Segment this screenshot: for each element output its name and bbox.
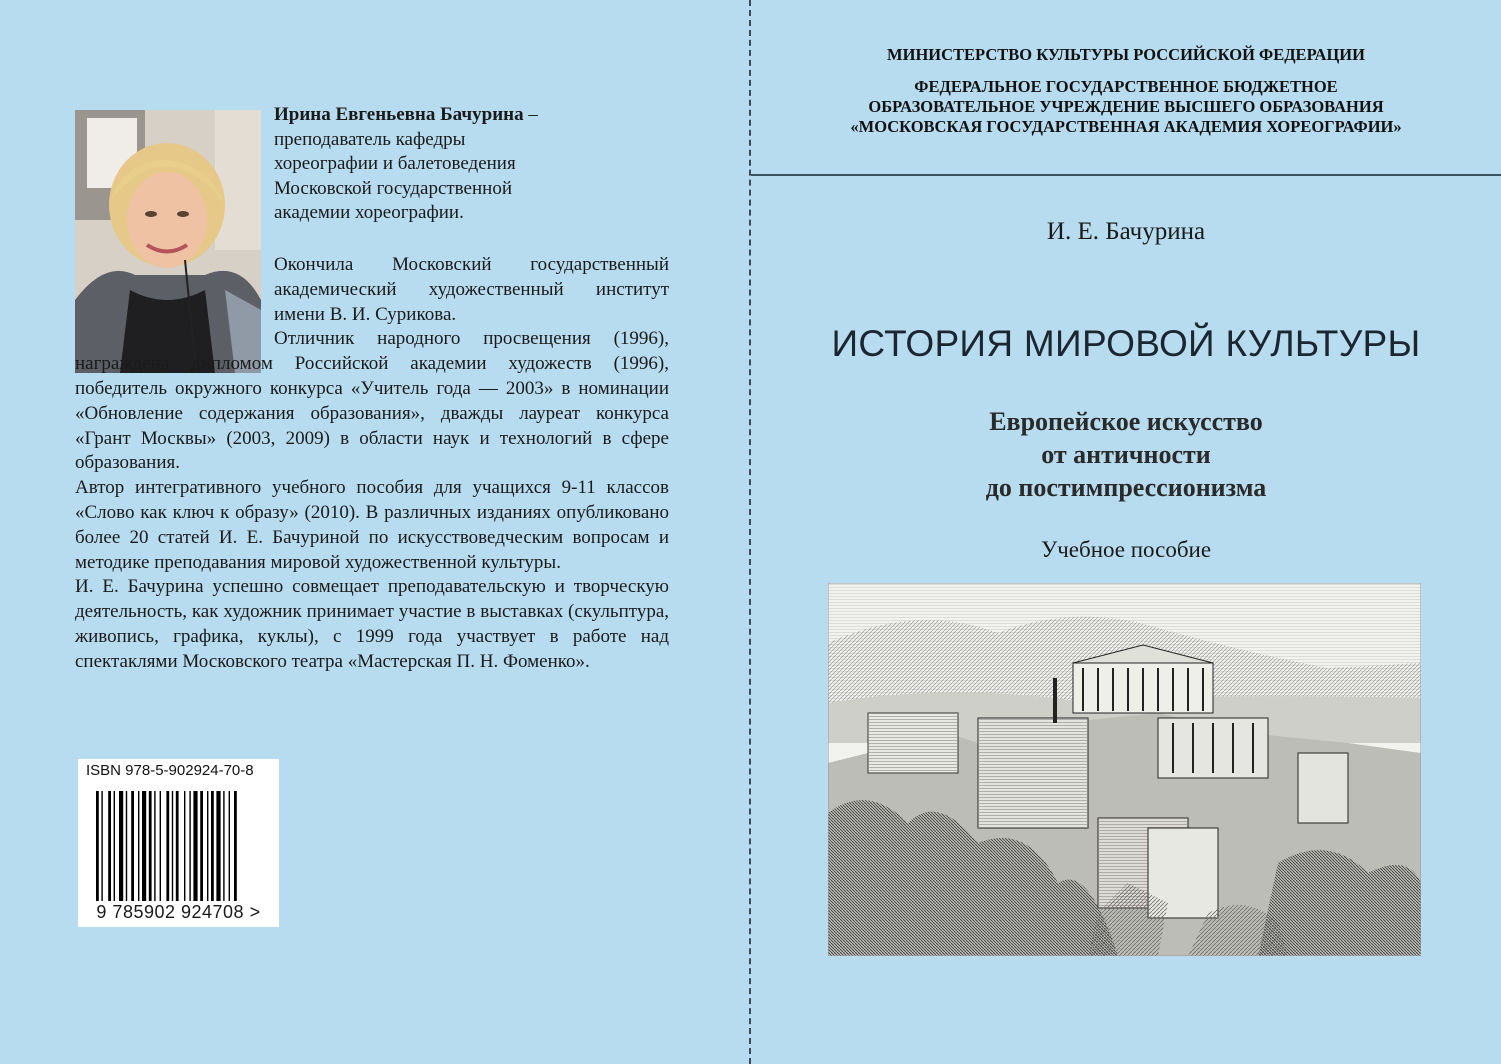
ministry-name: МИНИСТЕРСТВО КУЛЬТУРЫ РОССИЙСКОЙ ФЕДЕРАЦИИ [887, 45, 1365, 64]
back-cover [0, 0, 750, 1064]
bio-paragraph: И. Е. Бачурина успешно совмещает преподавательскую и творческую деятельность, как художник принимает участие в выставках (скульптура, живопись, графика, куклы), с 1999 года участвует в работе над спектаклями Московского театра «Мастерская П. Н. Фоменко». [75, 576, 669, 672]
author-full-name: Ирина Евгеньевна Бачурина [274, 104, 524, 125]
bio-paragraph: Автор интегративного учебного пособия для учащихся 9-11 классов «Слово как ключ к образу» (2010). В различных изданиях опубликовано более 20 статей И. Е. Бачуриной по искусствоведческим вопросам и методике преподавания мировой художественной культуры. [75, 477, 669, 573]
book-type: Учебное пособие [1040, 537, 1212, 562]
book-title: ИСТОРИЯ МИРОВОЙ КУЛЬТУРЫ [831, 323, 1421, 364]
bio-intro-line: хореографии и балетоведения [274, 153, 516, 174]
subtitle-line: от античности [1041, 440, 1211, 469]
bio-paragraph: Отличник народного просвещения (1996), награждена дипломом Российской академии художеств (1996), победитель окружного конкурса «Учитель года — 2003» в номинации «Обновление содержания образования», дважды лауреат конкурса «Грант Москвы» (2003, 2009) в области наук и технологий в сфере образования. [75, 328, 669, 474]
front-cover [751, 0, 1501, 1064]
isbn-barcode-box [78, 759, 279, 927]
institution-line: ФЕДЕРАЛЬНОЕ ГОСУДАРСТВЕННОЕ БЮДЖЕТНОЕ [914, 77, 1338, 96]
bio-intro [274, 103, 574, 226]
barcode-digits: 9 785902 924708 > [96, 902, 261, 922]
bio-intro-line: академии хореографии. [274, 202, 464, 223]
acropolis-illustration [828, 583, 1421, 956]
barcode-icon [96, 791, 264, 901]
isbn-label: ISBN 978-5-902924-70-8 [86, 762, 254, 779]
bio-body [75, 253, 669, 675]
institution-line: ОБРАЗОВАТЕЛЬНОЕ УЧРЕЖДЕНИЕ ВЫСШЕГО ОБРАЗОВАНИЯ [868, 97, 1384, 116]
bio-intro-line: преподаватель кафедры [274, 128, 466, 150]
book-subtitle [751, 405, 1501, 504]
book-author: И. Е. Бачурина [1046, 218, 1206, 245]
bio-paragraph: Окончила Московский государственный академический художественный институт имени В. И. Сурикова. [274, 254, 669, 325]
subtitle-line: Европейское искусство [989, 407, 1263, 436]
header-divider [751, 174, 1501, 176]
bio-intro-line: – [523, 104, 538, 125]
publisher-header [751, 45, 1501, 137]
institution-line: «МОСКОВСКАЯ ГОСУДАРСТВЕННАЯ АКАДЕМИЯ ХОРЕОГРАФИИ» [850, 117, 1402, 136]
bio-intro-line: Московской государственной [274, 177, 512, 199]
subtitle-line: до постимпрессионизма [985, 473, 1267, 502]
acropolis-engraving-image [828, 583, 1421, 956]
